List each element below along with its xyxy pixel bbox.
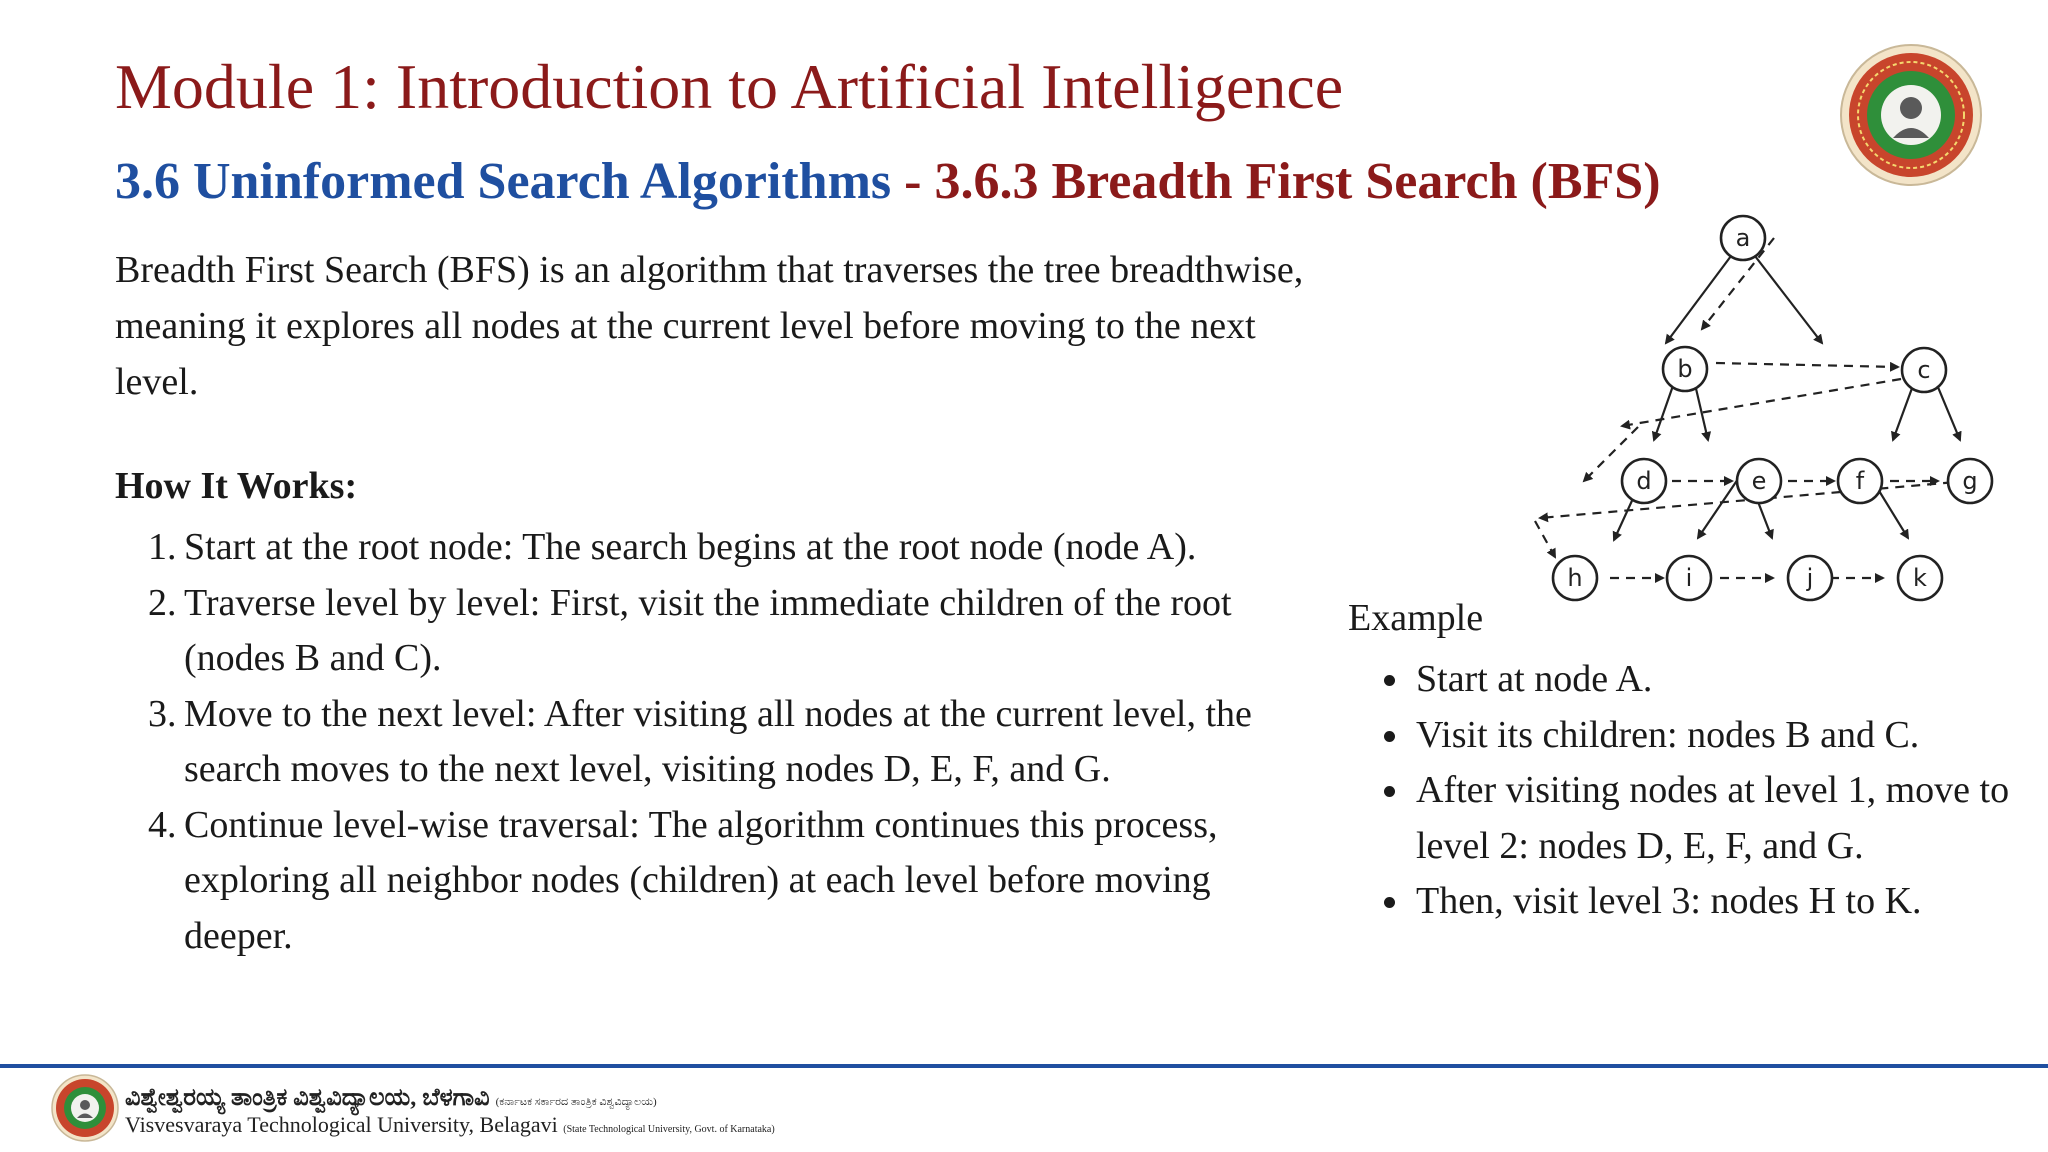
bullet-icon <box>1384 897 1395 908</box>
subtitle-topic: 3.6.3 Breadth First Search (BFS) <box>934 153 1661 210</box>
subtitle-section: 3.6 Uninformed Search Algorithms <box>115 153 892 210</box>
step-text: Start at the root node: The search begins at the root node (node A). <box>184 526 1197 568</box>
bullet-icon <box>1384 731 1395 742</box>
tree-node-label: g <box>1962 467 1978 495</box>
list-item <box>1380 874 2020 930</box>
footer-university-kannada <box>125 1085 657 1112</box>
step-text: Move to the next level: After visiting all nodes at the current level, the search moves to the next level, visiting nodes D, E, F, and G. <box>184 692 1252 790</box>
example-text: Then, visit level 3: nodes H to K. <box>1416 880 1922 922</box>
tree-node-label: c <box>1917 356 1931 384</box>
example-text: Visit its children: nodes B and C. <box>1416 713 1920 756</box>
bfs-tree-diagram <box>1520 205 2000 620</box>
bullet-icon <box>1384 786 1395 797</box>
list-item <box>1380 763 2020 874</box>
vtu-footer-logo-icon <box>50 1073 120 1148</box>
step-number: 1. <box>148 526 177 568</box>
step-number: 3. <box>148 692 177 735</box>
example-list <box>1380 652 2020 930</box>
tree-node-label: a <box>1735 224 1751 252</box>
tree-node-label: d <box>1636 467 1652 495</box>
tree-node-label: k <box>1913 564 1927 592</box>
footer-kannada-note: (ಕರ್ನಾಟಕ ಸರ್ಕಾರದ ತಾಂತ್ರಿಕ ವಿಶ್ವವಿದ್ಯಾಲಯ) <box>495 1096 657 1108</box>
list-item <box>140 687 1305 798</box>
step-number: 2. <box>148 581 177 624</box>
list-item <box>1380 708 2020 764</box>
list-item <box>140 798 1305 965</box>
tree-node-label: b <box>1677 355 1693 383</box>
list-item <box>140 520 1305 576</box>
slide-title: Module 1: Introduction to Artificial Intelligence <box>115 51 1344 122</box>
footer-kannada-name: ವಿಶ್ವೇಶ್ವರಯ್ಯ ತಾಂತ್ರಿಕ ವಿಶ್ವವಿದ್ಯಾಲಯ, ಬೆಳಗಾವಿ <box>125 1085 490 1111</box>
steps-list <box>140 520 1305 964</box>
vtu-logo-icon <box>1838 42 1984 193</box>
intro-paragraph: Breadth First Search (BFS) is an algorithm that traverses the tree breadthwise, meaning it explores all nodes at the current level before moving to the next level. <box>115 249 1304 403</box>
tree-node-label: f <box>1855 467 1865 495</box>
footer-divider <box>0 1064 2048 1068</box>
tree-node-label: e <box>1751 467 1767 495</box>
tree-node-label: i <box>1685 564 1693 592</box>
bullet-icon <box>1384 675 1395 686</box>
tree-node-label: j <box>1806 564 1814 592</box>
footer-english-note: (State Technological University, Govt. of Karnataka) <box>563 1124 775 1135</box>
footer-english-name: Visvesvaraya Technological University, Belagavi <box>125 1112 558 1137</box>
list-item <box>140 576 1305 687</box>
step-text: Continue level-wise traversal: The algorithm continues this process, exploring all neighbor nodes (children) at each level before moving deeper. <box>184 803 1218 957</box>
section-subtitle <box>115 152 1661 211</box>
list-item <box>1380 652 2020 708</box>
example-label: Example <box>1348 597 1484 639</box>
example-text: After visiting nodes at level 1, move to level 2: nodes D, E, F, and G. <box>1416 769 2010 867</box>
footer-university-english <box>125 1112 775 1138</box>
tree-node-label: h <box>1567 564 1583 592</box>
example-text: Start at node A. <box>1416 658 1653 700</box>
subtitle-separator: - <box>891 153 935 210</box>
step-text: Traverse level by level: First, visit the immediate children of the root (nodes B and C). <box>184 581 1232 679</box>
how-it-works-heading: How It Works: <box>115 465 358 507</box>
step-number: 4. <box>148 803 177 846</box>
